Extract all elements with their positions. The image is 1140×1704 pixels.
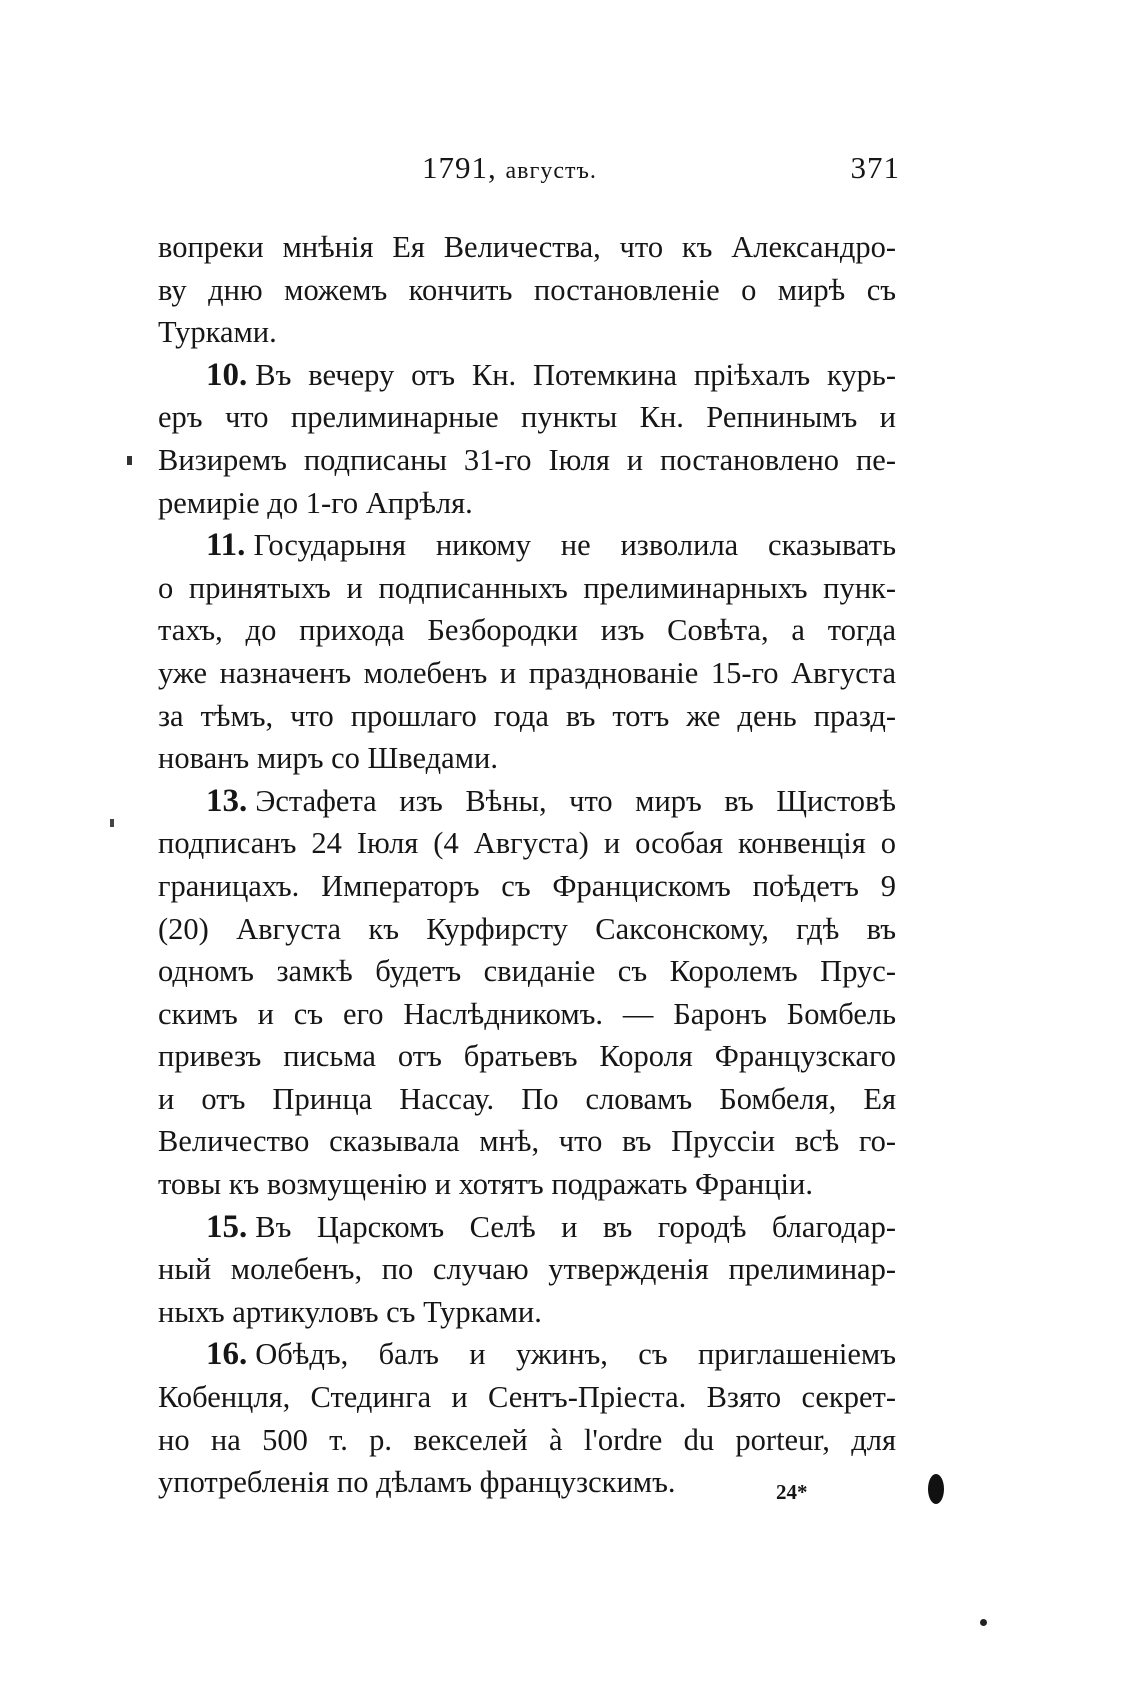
text-line	[158, 1163, 896, 1206]
text-line	[158, 1206, 896, 1249]
text-line	[158, 865, 896, 908]
entry-day-number: 13.	[206, 782, 248, 819]
line-text: Государыня никому не изволила сказывать	[253, 528, 896, 563]
text-line	[158, 482, 896, 525]
text-line	[158, 1333, 896, 1376]
line-text: Обѣдъ, балъ и ужинъ, съ приглашеніемъ	[255, 1337, 896, 1372]
diary-entry	[158, 1333, 896, 1503]
text-line	[158, 567, 896, 610]
text-line	[158, 354, 896, 397]
line-text: о принятыхъ и подписанныхъ прелиминарныхъ пунк-	[158, 570, 896, 605]
ink-dot	[980, 1619, 987, 1626]
line-text: одномъ замкѣ будетъ свиданіе съ Королемъ Прус-	[158, 954, 896, 989]
signature-mark: 24*	[776, 1480, 808, 1504]
entry-day-number: 11.	[206, 527, 246, 564]
entry-day-number: 15.	[206, 1208, 248, 1245]
line-text: вопреки мнѣнія Ея Величества, что къ Александро-	[158, 230, 896, 264]
line-text: Турками.	[158, 315, 277, 350]
line-text: Кобенцля, Стединга и Сентъ-Пріеста. Взято секрет-	[158, 1380, 896, 1415]
header-title	[422, 150, 597, 186]
line-text: и отъ Принца Нассау. По словамъ Бомбеля, Ея	[158, 1081, 896, 1116]
text-line	[158, 1248, 896, 1291]
line-text: границахъ. Императоръ съ Францискомъ поѣдетъ 9	[158, 868, 896, 903]
text-line	[158, 780, 896, 823]
ink-blot	[928, 1474, 944, 1504]
text-line	[158, 226, 896, 269]
diary-entry	[158, 524, 896, 780]
line-text: Въ вечеру отъ Кн. Потемкина пріѣхалъ курь-	[255, 357, 896, 392]
line-text: еръ что прелиминарные пункты Кн. Репнинымъ и	[158, 400, 896, 435]
page-number: 371	[850, 150, 900, 185]
text-line	[158, 1035, 896, 1078]
text-line	[158, 695, 896, 738]
text-line	[158, 908, 896, 951]
entry-day-number: 16.	[206, 1336, 248, 1373]
text-line	[158, 737, 896, 780]
line-text: ремиріе до 1-го Апрѣля.	[158, 485, 473, 520]
header-year: 1791,	[422, 150, 497, 185]
text-line	[158, 609, 896, 652]
text-line	[158, 950, 896, 993]
line-text: Величество сказывала мнѣ, что въ Пруссіи всѣ го-	[158, 1124, 896, 1159]
line-text: за тѣмъ, что прошлаго года въ тотъ же день празд-	[158, 698, 896, 733]
text-line	[158, 1120, 896, 1163]
text-line	[158, 396, 896, 439]
line-text: нованъ миръ со Шведами.	[158, 741, 498, 776]
line-text: товы къ возмущенію и хотятъ подражать Франціи.	[158, 1167, 813, 1202]
text-body	[158, 226, 896, 1504]
text-line	[158, 524, 896, 567]
text-line	[158, 311, 896, 354]
line-text: Визиремъ подписаны 31-го Іюля и постановлено пе-	[158, 442, 896, 477]
entry-day-number: 10.	[206, 356, 248, 393]
diary-entry	[158, 1206, 896, 1334]
text-line	[158, 1291, 896, 1334]
line-text: ву дню можемъ кончить постановленіе о мирѣ съ	[158, 272, 896, 307]
line-text: (20) Августа къ Курфирсту Саксонскому, гдѣ въ	[158, 911, 896, 946]
line-text: Эстафета изъ Вѣны, что миръ въ Щистовѣ	[255, 783, 896, 818]
text-line	[158, 439, 896, 482]
line-text: но на 500 т. р. векселей à l'ordre du porteur, для	[158, 1422, 896, 1457]
text-line	[158, 269, 896, 312]
line-text: ныхъ артикуловъ съ Турками.	[158, 1294, 542, 1329]
line-text: Въ Царскомъ Селѣ и въ городѣ благодар-	[255, 1209, 896, 1244]
line-text: привезъ письма отъ братьевъ Короля Французскаго	[158, 1039, 896, 1074]
line-text: скимъ и съ его Наслѣдникомъ. — Баронъ Бомбель	[158, 996, 896, 1031]
line-text: подписанъ 24 Іюля (4 Августа) и особая конвенція о	[158, 826, 896, 861]
margin-mark	[110, 819, 114, 827]
text-line	[158, 1419, 896, 1462]
text-line	[158, 652, 896, 695]
text-line	[158, 993, 896, 1036]
header-month: августъ.	[505, 158, 597, 184]
text-line	[158, 1078, 896, 1121]
text-line	[158, 1376, 896, 1419]
text-line	[158, 822, 896, 865]
line-text: уже назначенъ молебенъ и празднованіе 15-го Августа	[158, 655, 896, 690]
diary-entry	[158, 226, 896, 354]
diary-entry	[158, 780, 896, 1206]
running-header	[422, 150, 900, 186]
line-text: употребленія по дѣламъ французскимъ.	[158, 1465, 676, 1500]
margin-mark	[127, 456, 132, 465]
diary-entry	[158, 354, 896, 524]
line-text: тахъ, до прихода Безбородки изъ Совѣта, а тогда	[158, 613, 896, 648]
line-text: ный молебенъ, по случаю утвержденія прелиминар-	[158, 1252, 896, 1287]
